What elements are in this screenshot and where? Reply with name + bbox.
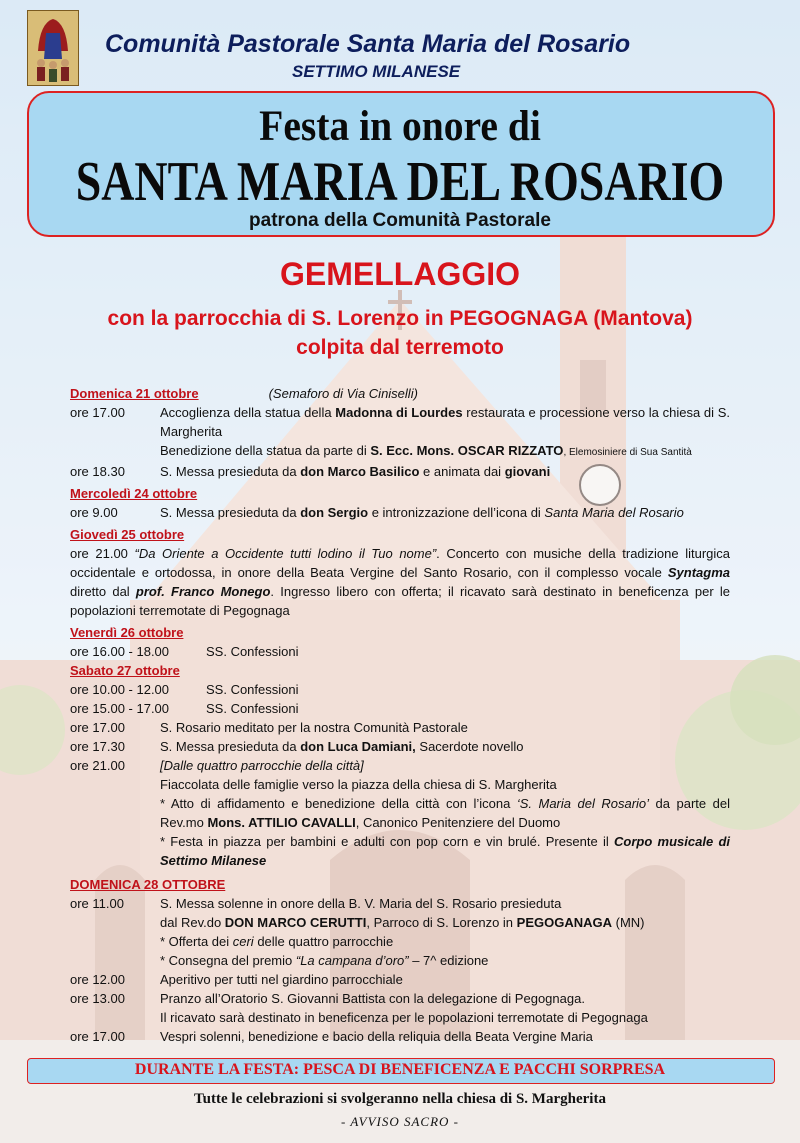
- gemellaggio-line-2: colpita dal terremoto: [296, 336, 504, 359]
- concert-paragraph: ore 21.00 “Da Oriente a Occidente tutti lodino il Tuo nome”. Concerto con musiche della tradizione liturgica occidentale e ortodossa, in onore della Beata Vergine del Santo Rosario, con il complesso vocale Syntagma diretto dal prof. Franco Monego. Ingresso libero con offerta; il ricavato sarà destinato in beneficenza per le popolazioni terremotate di Pegognaga: [70, 546, 731, 618]
- schedule-continuation: dal Rev.do DON MARCO CERUTTI, Parroco di S. Lorenzo in PEGOGANAGA (MN): [160, 915, 645, 930]
- festa-title: Festa in onore di: [259, 103, 541, 150]
- day-note: (Semaforo di Via Ciniselli): [268, 386, 418, 401]
- community-name: Comunità Pastorale Santa Maria del Rosario: [105, 30, 631, 58]
- schedule-continuation: Fiaccolata delle famiglie verso la piazza della chiesa di S. Margherita: [160, 777, 557, 792]
- schedule-row: ore 12.00 Aperitivo per tutti nel giardino parrocchiale: [70, 972, 403, 987]
- day-heading: Sabato 27 ottobre: [70, 663, 180, 678]
- day-heading: Mercoledì 24 ottobre: [70, 486, 198, 501]
- schedule-row: ore 10.00 - 12.00 SS. Confessioni: [70, 682, 299, 697]
- town-name: SETTIMO MILANESE: [292, 62, 461, 81]
- day-heading: Venerdì 26 ottobre: [70, 625, 184, 640]
- gemellaggio-title: GEMELLAGGIO: [280, 256, 520, 292]
- celebrations-location-text: Tutte le celebrazioni si svolgeranno nella chiesa di S. Margherita: [194, 1091, 606, 1107]
- day-heading: DOMENICA 28 OTTOBRE: [70, 877, 226, 892]
- schedule-row: ore 9.00 S. Messa presieduta da don Sergio e intronizzazione dell’icona di Santa Maria del Rosario: [70, 505, 684, 520]
- schedule-row: ore 13.00 Pranzo all’Oratorio S. Giovanni Battista con la delegazione di Pegognaga.: [70, 991, 585, 1006]
- schedule-row: ore 18.30 S. Messa presieduta da don Marco Basilico e animata dai giovani: [70, 464, 551, 479]
- schedule-row: ore 15.00 - 17.00 SS. Confessioni: [70, 701, 299, 716]
- schedule-row: ore 17.00 Accoglienza della statua della Madonna di Lourdes restaurata e processione verso la chiesa di S. Margherita: [70, 405, 731, 439]
- schedule-row: ore 17.00 Vespri solenni, benedizione e bacio della reliquia della Beata Vergine Maria: [70, 1029, 593, 1044]
- schedule-row: ore 21.00 [Dalle quattro parrocchie della città]: [70, 758, 364, 773]
- patrona-subtitle: patrona della Comunità Pastorale: [249, 210, 551, 231]
- gemellaggio-line-1: con la parrocchia di S. Lorenzo in PEGOGNAGA (Mantova): [107, 307, 693, 330]
- program-schedule: [70, 384, 730, 1046]
- schedule-continuation: * Consegna del premio “La campana d’oro” – 7^ edizione: [160, 953, 489, 968]
- schedule-continuation: Benedizione della statua da parte di S. Ecc. Mons. OSCAR RIZZATO, Elemosiniere di Sua Santità: [160, 443, 692, 458]
- schedule-continuation: * Offerta dei ceri delle quattro parrocchie: [160, 934, 394, 949]
- schedule-continuation: Il ricavato sarà destinato in beneficenza per le popolazioni terremotate di Pegognaga: [160, 1010, 648, 1025]
- day-heading: Giovedì 25 ottobre: [70, 527, 185, 542]
- schedule-row: ore 17.30 S. Messa presieduta da don Luca Damiani, Sacerdote novello: [70, 739, 524, 754]
- schedule-row: ore 11.00 S. Messa solenne in onore della B. V. Maria del S. Rosario presieduta: [70, 896, 562, 911]
- schedule-row: ore 16.00 - 18.00 SS. Confessioni: [70, 644, 299, 659]
- santa-maria-title: SANTA MARIA DEL ROSARIO: [75, 151, 725, 213]
- avviso-sacro-text: - AVVISO SACRO -: [340, 1114, 459, 1129]
- durante-la-festa-text: DURANTE LA FESTA: PESCA DI BENEFICENZA E PACCHI SORPRESA: [134, 1061, 666, 1078]
- schedule-row: ore 17.00 S. Rosario meditato per la nostra Comunità Pastorale: [70, 720, 468, 735]
- schedule-continuation: * Atto di affidamento e benedizione della città con l’icona ‘S. Maria del Rosario’ da parte del Rev.mo Mons. ATTILIO CAVALLI, Canonico Penitenziere del Duomo: [160, 796, 731, 830]
- day-heading: Domenica 21 ottobre (Semaforo di Via Ciniselli): [70, 386, 418, 401]
- schedule-continuation: * Festa in piazza per bambini e adulti con pop corn e vin brulé. Presente il Corpo musicale di Settimo Milanese: [160, 834, 730, 868]
